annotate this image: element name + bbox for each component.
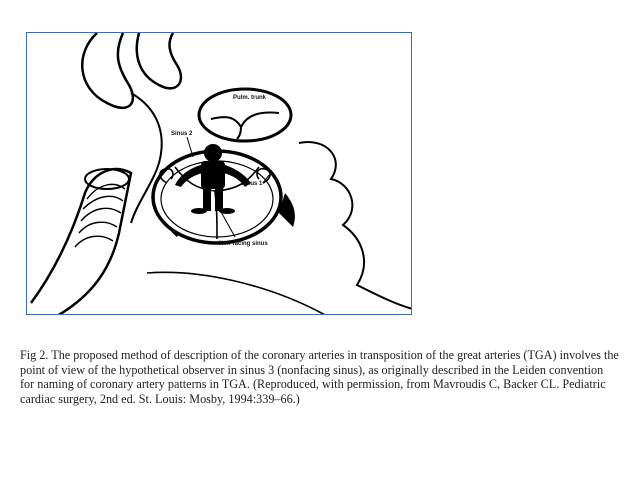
- figure-illustration: [26, 32, 412, 315]
- figure-caption: [20, 348, 620, 406]
- aorta-opening: [85, 169, 129, 189]
- vessel-upper-right: [137, 33, 181, 88]
- label-sinus-2: Sinus 2: [171, 131, 193, 137]
- caption-text: Fig 2. The proposed method of description of the coronary arteries in transposition of the great arteries (TGA) involves the point of view of the hypothetical observer in sinus 3 (nonfacing sinus), as originally described in the Leiden convention for naming of coronary artery patterns in TGA. (Reproduced, with permission, from Mavroudis C, Backer CL. Pediatric cardiac surgery, 2nd ed. St. Louis: Mosby, 1994:339–66.): [20, 348, 619, 406]
- label-sinus-1: Sinus 1: [241, 181, 263, 187]
- heart-bottom-edge: [147, 272, 327, 315]
- heart-outline-right: [299, 142, 412, 309]
- label-pulm-trunk: Pulm. trunk: [233, 95, 267, 101]
- vessel-upper-left: [82, 33, 133, 108]
- heart-drawing: [27, 33, 412, 315]
- label-non-facing-sinus: Non-facing sinus: [219, 241, 268, 247]
